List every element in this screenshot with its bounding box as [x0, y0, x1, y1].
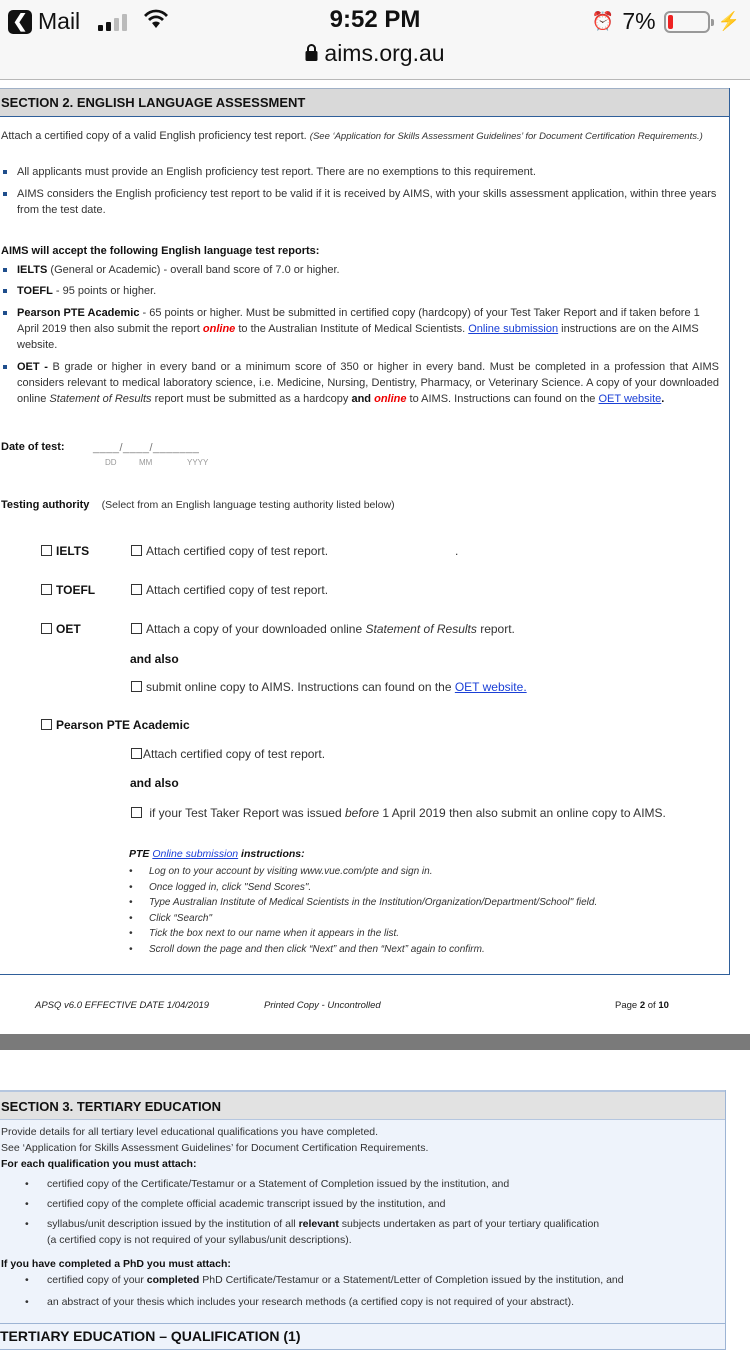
option-toefl[interactable] [41, 583, 95, 597]
section2-box [0, 88, 730, 975]
toefl-option-label: TOEFL [56, 583, 96, 597]
option-ielts[interactable] [41, 544, 89, 558]
back-app-label[interactable]: Mail [38, 8, 81, 34]
oet-website-link[interactable]: OET website [598, 393, 662, 405]
phd-text: certified copy of your [47, 1274, 147, 1286]
ielts-name: IELTS [17, 264, 48, 276]
s3-line1: Provide details for all tertiary level educational qualifications you have completed. [1, 1126, 379, 1138]
option-toefl-attach[interactable] [131, 583, 328, 597]
alarm-icon: ⏰ [591, 11, 615, 31]
s3-each-bullet: • certified copy of the complete official academic transcript issued by the institution, and [47, 1196, 707, 1212]
s3-each-heading: For each qualification you must attach: [1, 1158, 197, 1170]
checkbox-oet-attach[interactable] [131, 623, 142, 634]
option-oet[interactable] [41, 622, 81, 636]
test-ielts [1, 262, 719, 278]
toefl-name: TOEFL [17, 285, 53, 297]
option-pte-submit[interactable] [131, 805, 711, 822]
checkbox-ielts[interactable] [41, 545, 52, 556]
checkbox-pte-attach[interactable] [131, 748, 142, 759]
pte-submit-italic: before [344, 806, 380, 820]
pte-submit-label: if your Test Taker Report was issued [146, 806, 345, 820]
checkbox-toefl[interactable] [41, 584, 52, 595]
phd-completed: completed [146, 1274, 200, 1286]
ios-status-bar [0, 0, 750, 80]
s3-line2: See ‘Application for Skills Assessment Guidelines’ for Document Certification Requirements. [1, 1142, 429, 1154]
qualification-1-heading: TERTIARY EDUCATION – QUALIFICATION (1) [0, 1323, 726, 1344]
oet-attach-label2: report. [476, 622, 515, 636]
oet-italic: Statement of Results [49, 393, 152, 405]
s3-phd-bullet: • an abstract of your thesis which includes your research methods (a certified copy is not required of your abstract). [47, 1294, 707, 1310]
authority-label: Testing authority [1, 499, 90, 511]
syllabus-text2: subjects undertaken as part of your tertiary qualification [338, 1218, 600, 1230]
syllabus-text: syllabus/unit description issued by the institution of all [47, 1218, 299, 1230]
back-chevron-icon[interactable]: ❮ [8, 10, 32, 34]
section2-intro [1, 128, 717, 145]
oet-text: B grade or higher in every band or a minimum score of 350 or higher in every band. Must be completed in a profession that AIMS considers relevant to medical laboratory science, i.e. Medicine, Nursing, Dentistry, Pharmacy, or Veterinary Science. A copy of your downloaded online [17, 361, 719, 405]
oet-and-also: and also [130, 652, 179, 666]
pte-step: • Once logged in, click "Send Scores". [129, 880, 719, 896]
intro-text: Attach a certified copy of a valid English proficiency test report. [1, 130, 307, 142]
stray-period: . [455, 544, 459, 558]
pte-text: - 65 points or higher. Must be submitted in certified copy (hardcopy) of your Test Taker Report and if taken before 1 April 2019 then also submit the report [17, 307, 700, 335]
accept-heading: AIMS will accept the following English language test reports: [1, 245, 320, 257]
ielts-attach-label: Attach certified copy of test report. [146, 544, 329, 558]
testing-authority [1, 497, 717, 513]
option-pte-attach[interactable] [131, 747, 325, 761]
page-total: 10 [658, 1000, 669, 1011]
online-submission-link[interactable]: Online submission [468, 323, 559, 335]
footer-version: APSQ v6.0 EFFECTIVE DATE 1/04/2019 [35, 1000, 210, 1011]
url-text[interactable]: aims.org.au [324, 40, 445, 66]
pte-and-also: and also [130, 776, 179, 790]
option-pte[interactable] [41, 718, 190, 732]
page-current: 2 [639, 1000, 646, 1011]
oet-period: . [661, 393, 665, 405]
pte-submit-label2: 1 April 2019 then also submit an online copy to AIMS. [379, 806, 666, 820]
section3-box [0, 1090, 726, 1350]
oet-attach-italic: Statement of Results [365, 622, 477, 636]
clock: 9:52 PM [329, 6, 421, 33]
oet-attach-label: Attach a copy of your downloaded online [146, 622, 366, 636]
oet-and: and [351, 393, 372, 405]
bullet-all-applicants: All applicants must provide an English proficiency test report. There are no exemptions to this requirement. [1, 164, 719, 180]
s3-phd-heading: If you have completed a PhD you must attach: [1, 1258, 231, 1270]
pte-head-prefix: PTE [129, 848, 153, 860]
pte-step: • Tick the box next to our name when it appears in the list. [129, 926, 719, 942]
option-oet-submit[interactable] [131, 680, 527, 694]
page-of: of [645, 1000, 659, 1011]
toefl-text: - 95 points or higher. [52, 285, 157, 297]
pte-step: • Log on to your account by visiting www.vue.com/pte and sign in. [129, 864, 719, 880]
test-oet [1, 359, 719, 407]
lock-icon [305, 44, 318, 66]
authority-note: (Select from an English language testing authority listed below) [101, 499, 395, 511]
oet-text2: report must be submitted as a hardcopy [151, 393, 352, 405]
battery-percent: 7% [622, 8, 656, 34]
checkbox-oet[interactable] [41, 623, 52, 634]
checkbox-pte[interactable] [41, 719, 52, 730]
address-bar[interactable] [0, 40, 750, 67]
checkbox-ielts-attach[interactable] [131, 545, 142, 556]
date-of-test-label: Date of test: [1, 441, 65, 453]
charging-bolt-icon: ⚡ [717, 11, 740, 31]
test-toefl [1, 283, 719, 299]
test-pte [1, 305, 719, 353]
date-dd-hint: DD [105, 458, 117, 467]
date-mm-hint: MM [139, 458, 153, 467]
page-number [615, 1000, 669, 1011]
pte-instructions-heading [129, 848, 305, 860]
s3-syllabus-bullet [47, 1216, 707, 1248]
section3-title: SECTION 3. TERTIARY EDUCATION [0, 1090, 725, 1120]
option-oet-attach[interactable] [131, 622, 515, 636]
page-prefix: Page [615, 1000, 640, 1011]
pte-name: Pearson PTE Academic [17, 307, 140, 319]
battery-level [668, 15, 674, 29]
toefl-attach-label: Attach certified copy of test report. [146, 583, 329, 597]
date-of-test-field[interactable]: ____/____/_______ [93, 442, 200, 454]
pte-online-emphasis: online [202, 323, 236, 335]
pte-option-label: Pearson PTE Academic [56, 718, 190, 732]
oet-text3: to AIMS. Instructions can found on the [406, 393, 599, 405]
checkbox-oet-submit[interactable] [131, 681, 142, 692]
page-separator [0, 1034, 750, 1050]
pdf-document[interactable] [0, 80, 750, 1344]
checkbox-pte-submit[interactable] [131, 807, 142, 818]
oet-option-label: OET [56, 622, 81, 636]
option-ielts-attach[interactable] [131, 544, 328, 558]
battery-icon [664, 11, 710, 33]
date-yyyy-hint: YYYY [187, 458, 209, 467]
pte-step: • Click “Search" [129, 911, 719, 927]
s3-phd-bullet [47, 1272, 707, 1288]
bullet-validity: AIMS considers the English proficiency test report to be valid if it is received by AIMS, with your skills assessment application, within three years from the test date. [1, 186, 719, 218]
checkbox-toefl-attach[interactable] [131, 584, 142, 595]
phd-text2: PhD Certificate/Testamur or a Statement/Letter of Completion issued by the institution, and [199, 1274, 624, 1286]
oet-online-emphasis: online [374, 393, 407, 405]
pte-text3: instructions are on the AIMS website. [17, 323, 699, 351]
oet-name: OET - [17, 361, 53, 373]
syllabus-relevant: relevant [298, 1218, 339, 1230]
pte-head-suffix: instructions: [238, 848, 305, 860]
ielts-text: (General or Academic) - overall band score of 7.0 or higher. [47, 264, 340, 276]
pte-instructions-list [129, 864, 719, 957]
pte-text2: to the Australian Institute of Medical Scientists. [235, 323, 469, 335]
footer-uncontrolled: Printed Copy - Uncontrolled [264, 1000, 381, 1011]
oet-submit-label: submit online copy to AIMS. Instructions can found on the [146, 680, 455, 694]
pte-online-submission-link[interactable]: Online submission [152, 848, 239, 860]
syllabus-text3: (a certified copy is not required of your syllabus/unit descriptions). [47, 1234, 352, 1246]
s3-each-bullet: • certified copy of the Certificate/Testamur or a Statement of Completion issued by the institution, and [47, 1176, 707, 1192]
pte-step: • Scroll down the page and then click “Next” and then “Next” again to confirm. [129, 942, 719, 958]
pte-attach-label: Attach certified copy of test report. [143, 747, 326, 761]
ielts-option-label: IELTS [56, 544, 90, 558]
section2-title: SECTION 2. ENGLISH LANGUAGE ASSESSMENT [0, 88, 729, 117]
oet-website-link-2[interactable]: OET website. [454, 680, 527, 694]
pte-step: • Type Australian Institute of Medical Scientists in the Institution/Organization/Department/School" field. [129, 895, 719, 911]
intro-note: (See ‘Application for Skills Assessment Guidelines’ for Document Certification Requirements.) [309, 131, 703, 142]
